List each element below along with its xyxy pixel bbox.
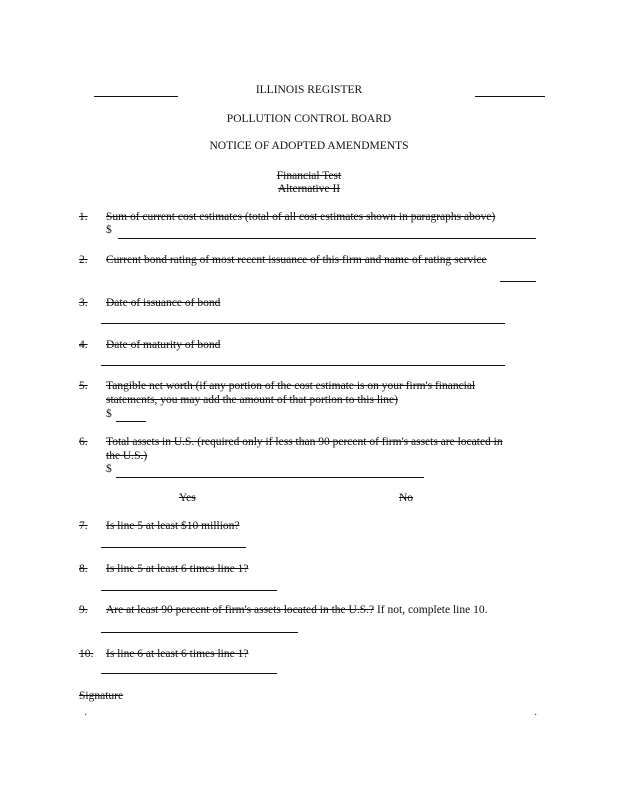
signature-mark-right: · <box>534 710 539 721</box>
item-8-text: Is line 5 at least 6 times line 1? <box>106 563 249 575</box>
item-2-number: 2. <box>79 254 88 266</box>
item-3-number: 3. <box>79 297 88 309</box>
form-title: Financial Test <box>276 170 342 182</box>
form-subtitle: Alternative II <box>277 183 341 195</box>
item-1-dollar: $ <box>106 224 112 236</box>
item-5-number: 5. <box>79 380 88 392</box>
notice-title: NOTICE OF ADOPTED AMENDMENTS <box>209 140 409 152</box>
item-9-text <box>106 604 487 616</box>
register-title: ILLINOIS REGISTER <box>255 84 363 96</box>
item-3-answer-line[interactable] <box>101 323 505 324</box>
item-4-text: Date of maturity of bond <box>106 339 221 351</box>
item-7-number: 7. <box>79 520 88 532</box>
header-rule-right <box>475 96 545 97</box>
item-6-dollar: $ <box>106 463 112 475</box>
item-7-text: Is line 5 at least $10 million? <box>106 520 240 532</box>
item-9-text-plain: If not, complete line 10. <box>376 604 488 616</box>
item-2-text: Current bond rating of most recent issuance of this firm and name of rating service <box>106 254 487 266</box>
item-9-number: 9. <box>79 604 88 616</box>
item-8-number: 8. <box>79 563 88 575</box>
signature-mark-left: · <box>84 710 89 721</box>
item-1-text: Sum of current cost estimates (total of all cost estimates shown in paragraphs above) <box>106 211 496 223</box>
item-2-answer-line[interactable] <box>500 281 536 282</box>
item-6-number: 6. <box>79 436 88 448</box>
item-6-answer-line[interactable] <box>116 477 424 478</box>
item-10-answer-line[interactable] <box>101 673 277 674</box>
board-title: POLLUTION CONTROL BOARD <box>226 113 392 125</box>
no-label: No <box>399 492 414 504</box>
item-5-text-line2: statements, you may add the amount of that portion to this line) <box>106 394 398 406</box>
signature-label: Signature <box>79 690 124 702</box>
item-5-answer-line[interactable] <box>116 421 146 422</box>
item-3-text: Date of issuance of bond <box>106 297 221 309</box>
item-6-text-line1: Total assets in U.S. (required only if less than 90 percent of firm's assets are located in <box>106 436 503 448</box>
item-9-answer-line[interactable] <box>101 632 298 633</box>
yes-label: Yes <box>179 492 196 504</box>
item-1-number: 1. <box>79 211 88 223</box>
item-10-number: 10. <box>79 648 94 660</box>
item-5-text-line1: Tangible net worth (if any portion of the cost estimate is on your firm's financial <box>106 380 476 392</box>
item-7-answer-line[interactable] <box>101 547 246 548</box>
item-6-text-line2: the U.S.) <box>106 450 148 462</box>
item-10-text: Is line 6 at least 6 times line 1? <box>106 648 249 660</box>
item-4-answer-line[interactable] <box>101 365 505 366</box>
item-5-dollar: $ <box>106 408 112 420</box>
item-8-answer-line[interactable] <box>101 590 277 591</box>
header-rule-left <box>94 96 178 97</box>
item-9-text-struck: Are at least 90 percent of firm's assets located in the U.S.? <box>106 604 375 616</box>
item-4-number: 4. <box>79 339 88 351</box>
item-1-answer-line[interactable] <box>118 238 536 239</box>
